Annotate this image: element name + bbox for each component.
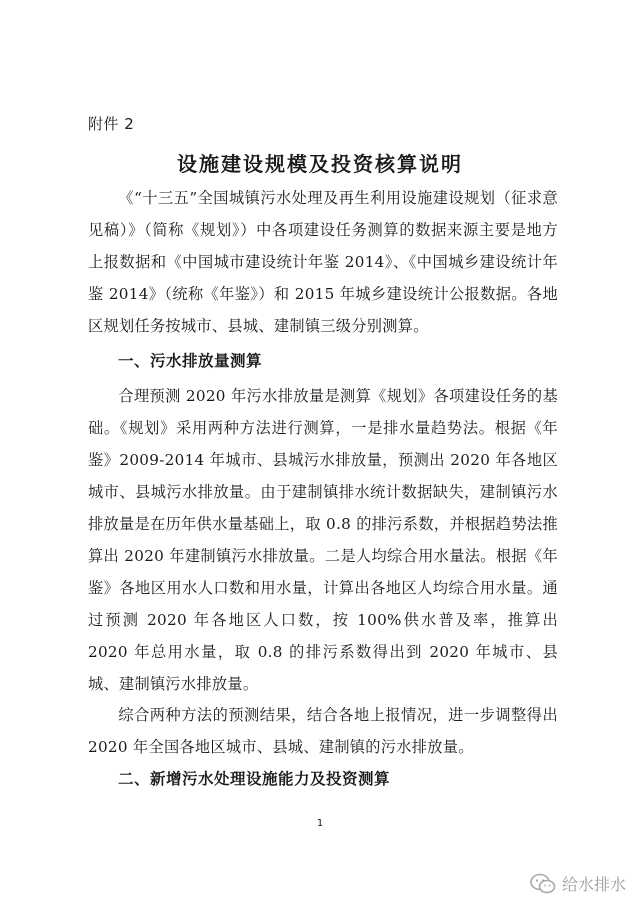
page-number: 1	[316, 818, 324, 829]
wechat-icon	[530, 873, 556, 895]
intro-paragraph: 《“十三五”全国城镇污水处理及再生利用设施建设规划（征求意见稿）》（简称《规划》）中各项建设任务测算的数据来源主要是地方上报数据和《中国城市建设统计年鉴 2014》、《中国城乡建设统计年鉴 2014》（统称《年鉴》）和 2015 年城乡建设统计公报数据。各地区规划任务按城市、县城、建制镇三级分别测算。	[88, 189, 558, 335]
watermark	[530, 872, 626, 895]
section-heading-2: 二、新增污水处理设施能力及投资测算	[118, 770, 391, 788]
conclusion-paragraph: 综合两种方法的预测结果，结合各地上报情况，进一步调整得出 2020 年全国各地区城市、县城、建制镇的污水排放量。	[88, 706, 558, 756]
watermark-text: 给水排水	[561, 875, 626, 894]
section-heading-1: 一、污水排放量测算	[118, 352, 263, 370]
annex-label: 附件 2	[88, 115, 135, 133]
document-title: 设施建设规模及投资核算说明	[177, 152, 463, 176]
method-paragraph: 合理预测 2020 年污水排放量是测算《规划》各项建设任务的基础。《规划》采用两种方法进行测算，一是排水量趋势法。根据《年鉴》2009-2014 年城市、县城污水排放量，预测出 2020 年各地区城市、县城污水排放量。由于建制镇排水统计数据缺失，建制镇污水排放量是在历年供水量基础上，取 0.8 的排污系数，并根据趋势法推算出 2020 年建制镇污水排放量。二是人均综合用水量法。根据《年鉴》各地区用水人口数和用水量，计算出各地区人均综合用水量。通过预测 2020 年各地区人口数，按 100%供水普及率，推算出 2020 年总用水量，取 0.8 的排污系数得出到 2020 年城市、县城、建制镇污水排放量。	[88, 387, 558, 693]
